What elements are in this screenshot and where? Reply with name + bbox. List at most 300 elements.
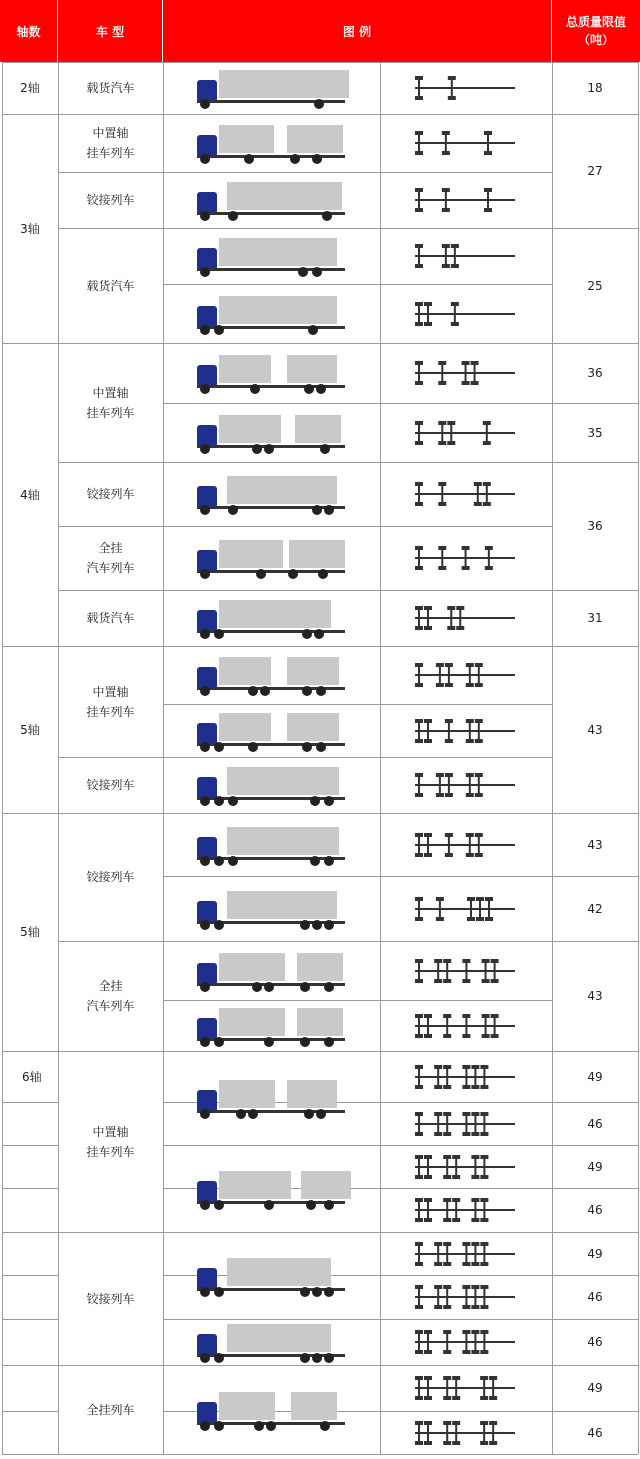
- wheel-mark-shape: [451, 322, 459, 326]
- wheel-mark-shape: [424, 1034, 432, 1038]
- wheel-mark-shape: [462, 1132, 470, 1136]
- axle-shape: [483, 1114, 485, 1134]
- wheel-shape: [200, 1287, 210, 1297]
- axle-count-label: 5轴: [20, 722, 40, 737]
- axle-diagram: [411, 603, 521, 633]
- axle-shape: [418, 1244, 420, 1264]
- wheel-shape: [316, 742, 326, 752]
- vehicle-type-label: 载货汽车: [86, 611, 135, 625]
- axle-shape: [445, 246, 447, 266]
- vehicle-illustration: [197, 596, 347, 640]
- wheel-shape: [264, 982, 274, 992]
- wheel-shape: [200, 211, 210, 221]
- axle-shape: [446, 1200, 448, 1220]
- wheel-mark-shape: [462, 1034, 470, 1038]
- axle-diagram: [411, 1011, 521, 1041]
- mass-limit-value: 18: [587, 81, 603, 95]
- mass-limit-value: 49: [587, 1159, 603, 1174]
- cargo-box-shape: [219, 355, 271, 383]
- cab-shape: [197, 425, 217, 447]
- axle-shape: [479, 899, 481, 919]
- axle-diagram: [411, 1152, 521, 1182]
- vehicle-illustration: [197, 178, 347, 222]
- axle-shape: [487, 133, 489, 153]
- wheel-shape: [260, 686, 270, 696]
- wheel-mark-shape: [476, 917, 484, 921]
- wheel-shape: [200, 1421, 210, 1431]
- wheel-shape: [308, 325, 318, 335]
- grid-line: [163, 343, 552, 344]
- wheel-mark-shape: [445, 853, 453, 857]
- wheel-mark-shape: [445, 793, 453, 797]
- wheel-shape: [300, 1353, 310, 1363]
- vehicle-illustration: [197, 66, 347, 110]
- axle-shape: [445, 190, 447, 210]
- vehicle-illustration: [197, 292, 347, 336]
- axle-shape: [446, 1114, 448, 1134]
- wheel-mark-shape: [451, 264, 459, 268]
- wheel-shape: [214, 1421, 224, 1431]
- semi-trailer-shape: [227, 1324, 331, 1352]
- wheel-shape: [318, 569, 328, 579]
- wheel-shape: [312, 505, 322, 515]
- cab-shape: [197, 192, 217, 214]
- wheel-mark-shape: [480, 1441, 488, 1445]
- wheel-mark-shape: [471, 1350, 479, 1354]
- vehicle-illustration: [197, 472, 347, 516]
- semi-trailer-shape: [227, 827, 339, 855]
- axle-shape: [427, 835, 429, 855]
- axle-shape: [427, 1157, 429, 1177]
- wheel-mark-shape: [424, 1441, 432, 1445]
- vehicle-illustration: [197, 1167, 347, 1211]
- vehicle-type-label: 中置轴 挂车列车: [86, 1124, 135, 1159]
- cab-shape: [197, 1268, 217, 1290]
- cab-shape: [197, 248, 217, 270]
- wheel-mark-shape: [475, 683, 483, 687]
- axle-shape: [446, 1423, 448, 1443]
- wheel-mark-shape: [462, 566, 470, 570]
- axle-shape: [446, 1067, 448, 1087]
- axle-shape: [439, 899, 441, 919]
- wheel-mark-shape: [443, 1085, 451, 1089]
- wheel-shape: [214, 742, 224, 752]
- axle-diagram: [411, 185, 521, 215]
- mass-limit-value: 46: [587, 1290, 603, 1304]
- wheel-mark-shape: [462, 1350, 470, 1354]
- wheel-mark-shape: [415, 1396, 423, 1400]
- wheel-shape: [200, 742, 210, 752]
- header-illustration: 图 例: [163, 0, 552, 62]
- wheel-mark-shape: [443, 1218, 451, 1222]
- wheel-mark-shape: [480, 1305, 488, 1309]
- axle-shape: [478, 721, 480, 741]
- wheel-shape: [248, 686, 258, 696]
- axle-shape: [418, 1114, 420, 1134]
- wheel-shape: [200, 1353, 210, 1363]
- axle-diagram: [411, 770, 521, 800]
- header-vehicle-type: 车 型: [58, 0, 163, 62]
- wheel-shape: [250, 384, 260, 394]
- axle-shape: [446, 1157, 448, 1177]
- grid-line: [163, 526, 552, 527]
- wheel-mark-shape: [483, 441, 491, 445]
- axle-shape: [483, 1067, 485, 1087]
- cab-shape: [197, 1090, 217, 1112]
- axle-diagram: [411, 418, 521, 448]
- wheel-shape: [316, 686, 326, 696]
- axle-shape: [427, 1423, 429, 1443]
- vehicle-type-label: 中置轴 挂车列车: [86, 684, 135, 719]
- wheel-mark-shape: [480, 1350, 488, 1354]
- axle-shape: [418, 484, 420, 504]
- axle-shape: [418, 133, 420, 153]
- wheel-mark-shape: [415, 566, 423, 570]
- vehicle-illustration: [197, 1004, 347, 1048]
- wheel-shape: [264, 1200, 274, 1210]
- grid-line: [163, 114, 552, 115]
- vehicle-illustration: [197, 949, 347, 993]
- wheel-mark-shape: [480, 1218, 488, 1222]
- wheel-mark-shape: [442, 208, 450, 212]
- cargo-box-shape: [297, 1008, 343, 1036]
- wheel-shape: [200, 982, 210, 992]
- wheel-shape: [266, 1421, 276, 1431]
- wheel-mark-shape: [447, 441, 455, 445]
- vehicle-type-label: 铰接列车: [86, 1291, 135, 1306]
- wheel-shape: [288, 569, 298, 579]
- chassis-shape: [197, 268, 345, 271]
- grid-line: [163, 1145, 552, 1146]
- wheel-mark-shape: [485, 917, 493, 921]
- wheel-mark-shape: [471, 1175, 479, 1179]
- grid-line: [163, 646, 552, 647]
- wheel-shape: [200, 444, 210, 454]
- wheel-mark-shape: [491, 1034, 499, 1038]
- wheel-mark-shape: [456, 626, 464, 630]
- wheel-mark-shape: [447, 626, 455, 630]
- grid-line: [163, 1365, 552, 1366]
- axle-shape: [441, 423, 443, 443]
- vehicle-type-label: 载货汽车: [86, 81, 135, 95]
- cargo-box-shape: [219, 238, 337, 266]
- axle-shape: [483, 1423, 485, 1443]
- wheel-mark-shape: [443, 1305, 451, 1309]
- axle-shape: [437, 1244, 439, 1264]
- cargo-box-shape: [219, 1171, 291, 1199]
- vehicle-illustration: [197, 1076, 347, 1120]
- grid-line: [163, 403, 552, 404]
- wheel-shape: [312, 154, 322, 164]
- axle-shape: [446, 1378, 448, 1398]
- cab-shape: [197, 610, 217, 632]
- wheel-shape: [322, 211, 332, 221]
- wheel-mark-shape: [415, 1305, 423, 1309]
- wheel-mark-shape: [415, 1441, 423, 1445]
- wheel-mark-shape: [434, 979, 442, 983]
- wheel-mark-shape: [415, 151, 423, 155]
- wheel-mark-shape: [448, 96, 456, 100]
- axle-shape: [483, 1244, 485, 1264]
- wheel-shape: [228, 856, 238, 866]
- axle-diagram: [411, 1109, 521, 1139]
- wheel-shape: [324, 856, 334, 866]
- vehicle-type-label: 铰接列车: [86, 778, 135, 792]
- header-mass-limit-line1: 总质量限值: [565, 15, 626, 29]
- vehicle-illustration: [197, 1388, 347, 1432]
- axle-shape: [418, 835, 420, 855]
- axle-shape: [455, 1378, 457, 1398]
- grid-line: [2, 1454, 638, 1455]
- cargo-box-shape: [295, 415, 341, 443]
- cab-shape: [197, 365, 217, 387]
- cargo-box-shape: [219, 415, 281, 443]
- wheel-mark-shape: [436, 917, 444, 921]
- axle-diagram: [411, 241, 521, 271]
- wheel-shape: [300, 1037, 310, 1047]
- wheel-mark-shape: [415, 1350, 423, 1354]
- axle-shape: [465, 548, 467, 568]
- axle-diagram: [411, 1062, 521, 1092]
- wheel-shape: [300, 982, 310, 992]
- wheel-mark-shape: [475, 853, 483, 857]
- grid-line: [2, 1232, 58, 1233]
- wheel-mark-shape: [445, 739, 453, 743]
- wheel-mark-shape: [436, 793, 444, 797]
- grid-line: [163, 590, 552, 591]
- axle-shape: [488, 899, 490, 919]
- wheel-mark-shape: [434, 1132, 442, 1136]
- wheel-mark-shape: [442, 264, 450, 268]
- header-mass-limit: [552, 0, 640, 62]
- axle-shape: [483, 1378, 485, 1398]
- wheel-shape: [314, 629, 324, 639]
- axle-shape: [487, 190, 489, 210]
- header-axles: 轴数: [0, 0, 58, 62]
- axle-shape: [418, 721, 420, 741]
- wheel-shape: [214, 856, 224, 866]
- grid-line: [163, 704, 552, 705]
- cab-shape: [197, 1181, 217, 1203]
- axle-shape: [418, 1067, 420, 1087]
- axle-shape: [439, 665, 441, 685]
- wheel-mark-shape: [462, 381, 470, 385]
- wheel-mark-shape: [489, 1396, 497, 1400]
- wheel-shape: [200, 154, 210, 164]
- wheel-mark-shape: [480, 1175, 488, 1179]
- axle-count-label: 5轴: [20, 925, 40, 939]
- wheel-mark-shape: [484, 151, 492, 155]
- wheel-shape: [200, 267, 210, 277]
- wheel-mark-shape: [415, 1034, 423, 1038]
- axle-diagram: [411, 1239, 521, 1269]
- wheel-mark-shape: [424, 322, 432, 326]
- cab-shape: [197, 901, 217, 923]
- axle-shape: [418, 775, 420, 795]
- wheel-shape: [200, 1037, 210, 1047]
- cargo-box-shape: [219, 540, 283, 568]
- axle-shape: [448, 721, 450, 741]
- axle-diagram: [411, 128, 521, 158]
- axle-shape: [459, 608, 461, 628]
- wheel-shape: [312, 1353, 322, 1363]
- wheel-shape: [214, 1287, 224, 1297]
- vehicle-type-label: 铰接列车: [86, 487, 135, 501]
- vehicle-illustration: [197, 536, 347, 580]
- cargo-box-shape: [301, 1171, 351, 1199]
- cargo-box-shape: [287, 125, 343, 153]
- wheel-shape: [252, 982, 262, 992]
- axle-shape: [474, 1114, 476, 1134]
- axle-shape: [455, 1157, 457, 1177]
- grid-line: [2, 1188, 58, 1189]
- wheel-mark-shape: [424, 1218, 432, 1222]
- wheel-mark-shape: [442, 151, 450, 155]
- axle-count-label: 2轴: [20, 81, 40, 95]
- axle-shape: [483, 1157, 485, 1177]
- wheel-mark-shape: [415, 917, 423, 921]
- cab-shape: [197, 723, 217, 745]
- mass-limit-value: 46: [587, 1425, 603, 1440]
- axle-shape: [474, 1157, 476, 1177]
- wheel-mark-shape: [415, 853, 423, 857]
- vehicle-illustration: [197, 709, 347, 753]
- cargo-box-shape: [287, 1080, 337, 1108]
- axle-shape: [418, 1332, 420, 1352]
- wheel-mark-shape: [415, 1085, 423, 1089]
- grid-line: [2, 1102, 58, 1103]
- axle-diagram: [411, 73, 521, 103]
- cab-shape: [197, 135, 217, 157]
- axle-shape: [451, 78, 453, 98]
- wheel-mark-shape: [415, 1132, 423, 1136]
- grid-line: [163, 62, 164, 1454]
- wheel-shape: [298, 267, 308, 277]
- axle-shape: [465, 1067, 467, 1087]
- axle-shape: [469, 665, 471, 685]
- wheel-shape: [254, 1421, 264, 1431]
- axle-shape: [465, 1287, 467, 1307]
- wheel-shape: [214, 629, 224, 639]
- axle-shape: [448, 665, 450, 685]
- wheel-mark-shape: [434, 1305, 442, 1309]
- wheel-mark-shape: [415, 208, 423, 212]
- wheel-shape: [244, 154, 254, 164]
- wheel-shape: [302, 629, 312, 639]
- axle-shape: [446, 1244, 448, 1264]
- axle-shape: [478, 775, 480, 795]
- axle-shape: [494, 961, 496, 981]
- wheel-mark-shape: [443, 1175, 451, 1179]
- wheel-mark-shape: [471, 381, 479, 385]
- grid-line: [2, 1365, 58, 1366]
- axle-shape: [465, 961, 467, 981]
- mass-limit-value: 36: [587, 366, 603, 380]
- wheel-mark-shape: [471, 1262, 479, 1266]
- wheel-mark-shape: [466, 853, 474, 857]
- wheel-shape: [300, 920, 310, 930]
- axle-shape: [441, 363, 443, 383]
- axle-shape: [439, 775, 441, 795]
- cargo-box-shape: [289, 540, 345, 568]
- wheel-mark-shape: [482, 979, 490, 983]
- wheel-shape: [228, 505, 238, 515]
- wheel-shape: [248, 742, 258, 752]
- vehicle-illustration: [197, 823, 347, 867]
- axle-diagram: [411, 299, 521, 329]
- grid-line: [638, 62, 639, 1454]
- axle-shape: [427, 1016, 429, 1036]
- wheel-shape: [256, 569, 266, 579]
- axle-shape: [418, 1200, 420, 1220]
- mass-limit-value: 36: [587, 519, 603, 533]
- axle-shape: [492, 1378, 494, 1398]
- axle-shape: [469, 721, 471, 741]
- axle-shape: [455, 1200, 457, 1220]
- cab-shape: [197, 963, 217, 985]
- wheel-mark-shape: [424, 853, 432, 857]
- wheel-shape: [316, 1109, 326, 1119]
- cargo-box-shape: [219, 657, 271, 685]
- axle-shape: [470, 899, 472, 919]
- cargo-box-shape: [287, 713, 339, 741]
- wheel-shape: [302, 742, 312, 752]
- wheel-shape: [302, 686, 312, 696]
- wheel-shape: [264, 444, 274, 454]
- axle-shape: [427, 1332, 429, 1352]
- cab-shape: [197, 1402, 217, 1424]
- wheel-shape: [228, 211, 238, 221]
- axle-shape: [494, 1016, 496, 1036]
- grid-line: [163, 941, 552, 942]
- grid-line: [2, 1275, 58, 1276]
- wheel-shape: [200, 686, 210, 696]
- wheel-mark-shape: [462, 1305, 470, 1309]
- wheel-shape: [214, 796, 224, 806]
- cargo-box-shape: [219, 713, 271, 741]
- wheel-mark-shape: [438, 441, 446, 445]
- grid-line: [163, 1232, 552, 1233]
- axle-shape: [418, 899, 420, 919]
- wheel-mark-shape: [480, 1262, 488, 1266]
- wheel-mark-shape: [415, 1262, 423, 1266]
- vehicle-type-label: 中置轴 挂车列车: [86, 385, 135, 420]
- axle-shape: [445, 133, 447, 153]
- semi-trailer-shape: [227, 476, 337, 504]
- axle-diagram: [411, 660, 521, 690]
- wheel-shape: [228, 796, 238, 806]
- axle-shape: [446, 1016, 448, 1036]
- axle-shape: [418, 1423, 420, 1443]
- wheel-shape: [200, 920, 210, 930]
- semi-trailer-shape: [227, 1258, 331, 1286]
- axle-shape: [418, 304, 420, 324]
- mass-limit-value: 31: [587, 611, 603, 625]
- vehicle-illustration: [197, 411, 347, 455]
- wheel-shape: [248, 1109, 258, 1119]
- wheel-mark-shape: [475, 793, 483, 797]
- cargo-box-shape: [219, 1008, 285, 1036]
- mass-limit-value: 49: [587, 1246, 603, 1261]
- vehicle-type-label: 载货汽车: [86, 278, 135, 293]
- cargo-box-shape: [297, 953, 343, 981]
- wheel-mark-shape: [480, 1132, 488, 1136]
- vehicle-illustration: [197, 1320, 347, 1364]
- wheel-mark-shape: [415, 1175, 423, 1179]
- axle-shape: [450, 423, 452, 443]
- wheel-shape: [214, 1353, 224, 1363]
- axle-shape: [418, 548, 420, 568]
